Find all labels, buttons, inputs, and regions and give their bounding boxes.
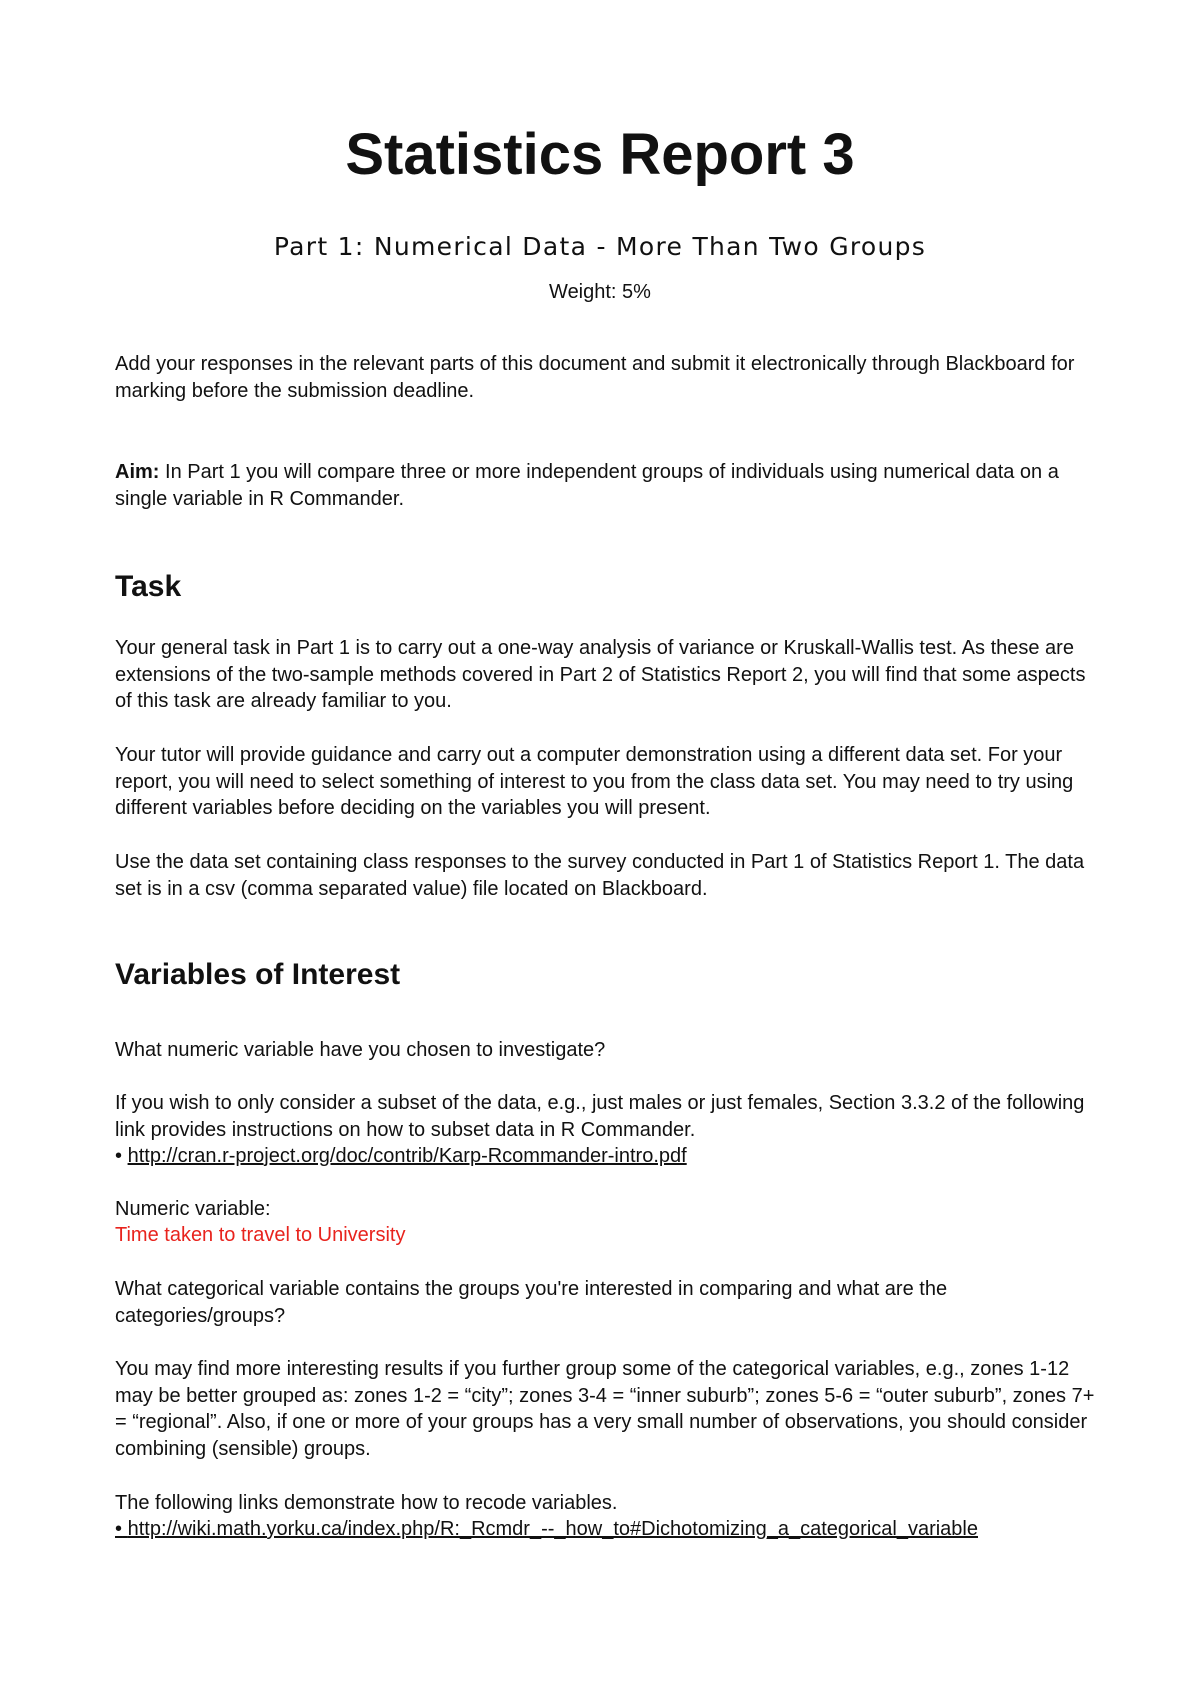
recode-paragraph: The following links demonstrate how to recode variables.: [115, 1492, 618, 1514]
aim-label: Aim:: [115, 461, 160, 483]
numeric-variable-answer: Time taken to travel to University: [115, 1224, 406, 1246]
categorical-question: What categorical variable contains the groups you're interested in comparing and what are the categories/groups?: [115, 1278, 948, 1327]
karp-rcommander-link[interactable]: http://cran.r-project.org/doc/contrib/Karp-Rcommander-intro.pdf: [127, 1145, 687, 1167]
bullet: •: [115, 1145, 123, 1167]
task-paragraph-3: Use the data set containing class responses to the survey conducted in Part 1 of Statistics Report 1. The data set is in a csv (comma separated value) file located on Blackboard.: [115, 851, 1085, 900]
yorku-recode-link[interactable]: [115, 1518, 978, 1540]
subset-paragraph: If you wish to only consider a subset of the data, e.g., just males or just females, Section 3.3.2 of the following link provides instructions on how to subset data in R Commander.: [115, 1092, 1085, 1141]
variables-heading: Variables of Interest: [115, 958, 401, 991]
aim-paragraph: [115, 459, 1105, 512]
intro-paragraph: Add your responses in the relevant parts of this document and submit it electronically through Blackboard for marking before the submission deadline.: [115, 353, 1075, 402]
link-1-line: [115, 1143, 1105, 1170]
numeric-variable-label: Numeric variable:: [115, 1198, 271, 1220]
aim-text: In Part 1 you will compare three or more independent groups of individuals using numerical data on a single variable in R Commander.: [115, 461, 1059, 510]
yorku-link-text: http://wiki.math.yorku.ca/index.php/R:_Rcmdr_--_how_to#Dichotomizing_a_categorical_variable: [127, 1518, 978, 1540]
link-2-line: [115, 1516, 1105, 1543]
bullet: •: [115, 1518, 123, 1540]
task-heading: Task: [115, 570, 182, 603]
grouping-paragraph: You may find more interesting results if you further group some of the categorical variables, e.g., zones 1-12 may be better grouped as: zones 1-2 = “city”; zones 3-4 = “inner suburb”; zones 5-6 = “outer suburb”, zones 7+ = “regional”. Also, if one or more of your groups has a very small number of observations, you should consider combining (sensible) groups.: [115, 1358, 1095, 1460]
weight-text: Weight: 5%: [549, 281, 651, 303]
document-subtitle: Part 1: Numerical Data - More Than Two Groups: [273, 232, 927, 261]
numeric-question: What numeric variable have you chosen to investigate?: [115, 1039, 606, 1061]
task-paragraph-2: Your tutor will provide guidance and carry out a computer demonstration using a different data set. For your report, you will need to select something of interest to you from the class data set. You may need to try using different variables before deciding on the variables you will present.: [115, 744, 1074, 819]
task-paragraph-1: Your general task in Part 1 is to carry out a one-way analysis of variance or Kruskall-Wallis test. As these are extensions of the two-sample methods covered in Part 2 of Statistics Report 2, you will find that some aspects of this task are already familiar to you.: [115, 637, 1086, 712]
document-title: Statistics Report 3: [345, 122, 855, 187]
